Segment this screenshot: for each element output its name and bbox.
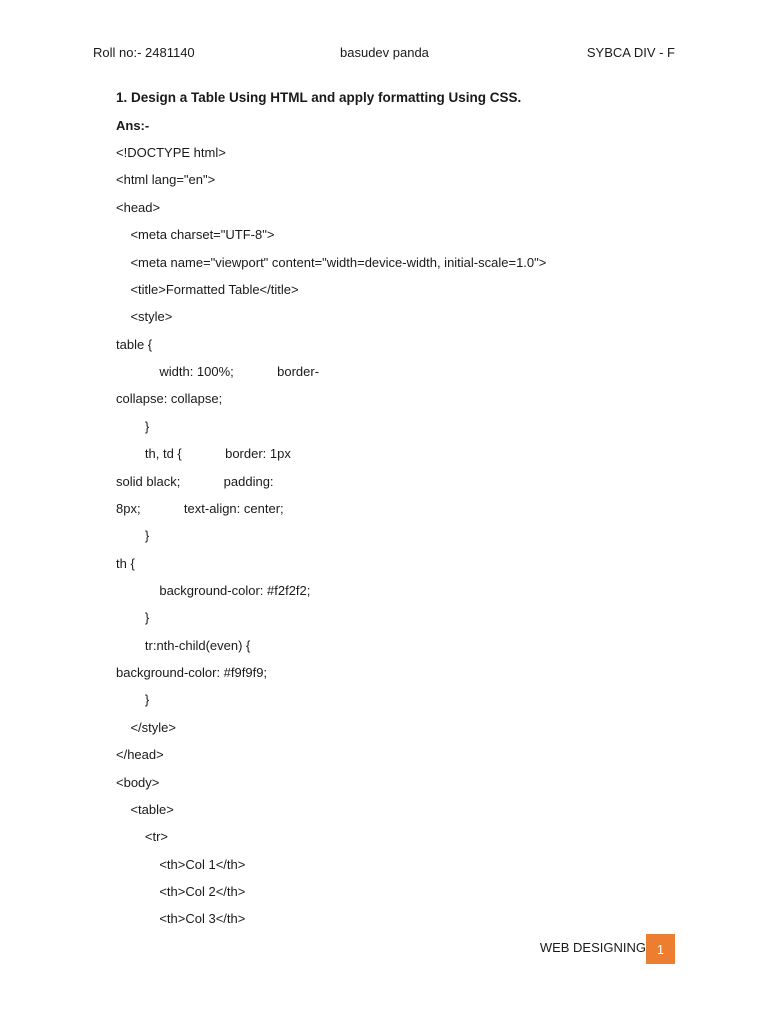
code-line: collapse: collapse; — [116, 391, 223, 406]
code-line: <table> — [116, 802, 174, 817]
code-line: background-color: #f2f2f2; — [116, 583, 311, 598]
question-heading: 1. Design a Table Using HTML and apply formatting Using CSS. — [116, 90, 522, 105]
header-student-name: basudev panda — [340, 45, 429, 60]
code-line: <html lang="en"> — [116, 172, 216, 187]
code-line: <th>Col 3</th> — [116, 911, 246, 926]
code-line: background-color: #f9f9f9; — [116, 665, 268, 680]
code-line: <body> — [116, 775, 160, 790]
code-line: th, td { border: 1px — [116, 446, 291, 461]
header-class: SYBCA DIV - F — [586, 45, 675, 60]
code-line: <tr> — [116, 829, 169, 844]
code-line: solid black; padding: — [116, 474, 274, 489]
code-line: tr:nth-child(even) { — [116, 638, 251, 653]
code-line: } — [116, 419, 150, 434]
footer-subject: WEB DESIGNING — [539, 940, 646, 955]
code-line: table { — [116, 337, 153, 352]
code-line: th { — [116, 556, 135, 571]
answer-label: Ans:- — [116, 118, 150, 133]
code-line: width: 100%; border- — [116, 364, 320, 379]
page-number-badge: 1 — [646, 934, 675, 964]
code-line: <style> — [116, 309, 173, 324]
code-line: } — [116, 692, 150, 707]
code-line: <th>Col 1</th> — [116, 857, 246, 872]
code-line: </head> — [116, 747, 164, 762]
code-line: <meta name="viewport" content="width=device-width, initial-scale=1.0"> — [116, 255, 547, 270]
code-line: } — [116, 528, 150, 543]
code-line: } — [116, 610, 150, 625]
code-line: 8px; text-align: center; — [116, 501, 284, 516]
code-line: <th>Col 2</th> — [116, 884, 246, 899]
code-line: <head> — [116, 200, 161, 215]
code-line: <!DOCTYPE html> — [116, 145, 226, 160]
code-line: </style> — [116, 720, 176, 735]
code-line: <meta charset="UTF-8"> — [116, 227, 275, 242]
code-line: <title>Formatted Table</title> — [116, 282, 299, 297]
header-roll-number: Roll no:- 2481140 — [93, 45, 195, 60]
